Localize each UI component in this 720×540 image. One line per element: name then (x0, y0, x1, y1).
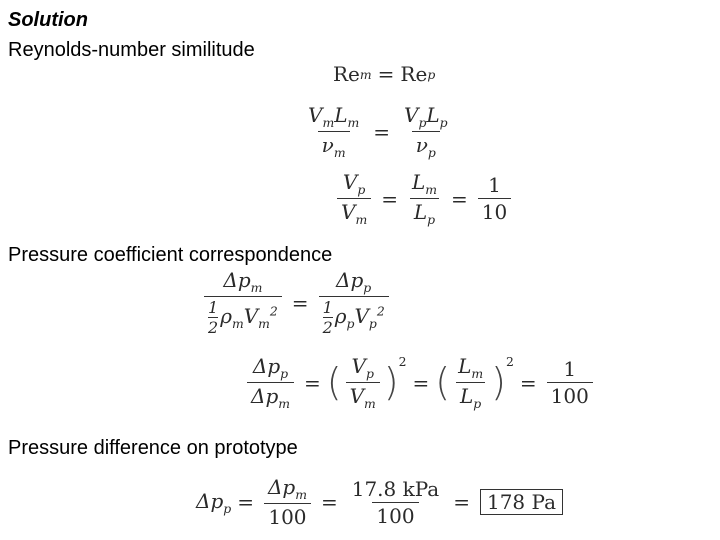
result-box: 178 Pa (480, 489, 563, 515)
slide-title: Solution (8, 9, 88, 31)
section-heading-reynolds: Reynolds-number similitude (8, 39, 255, 61)
divisor-100: 100 (264, 503, 310, 529)
equation-reynolds-equality: Re m = Re p (333, 62, 436, 86)
section-heading-prototype-pressure: Pressure difference on prototype (8, 437, 298, 459)
equation-reynolds-expanded: $\frac{V_mL_m}{\nu_m}$ = $\frac{V_pL_p}{\nu_p}$ (308, 103, 448, 160)
equation-pressure-coefficient: $\Delta p_m$ $\frac{1}{2}$ $\rho_mV_m^2$ = $\Delta p_p$ $\frac{1}{2}$ $\rho_pV_p^2$ (200, 268, 393, 337)
section-heading-pressure-coefficient: Pressure coefficient correspondence (8, 244, 333, 266)
equation-pressure-ratio: $\frac{\Delta p_p}{\Delta p_m}$ = ( $\frac{V_p}{V_m}$ ) $^2$ = ( $\frac{L_m}{L_p}$ ) $^2$ = $\frac{1}{100}$ (243, 354, 597, 411)
model-pressure-value: 17.8 kPa (351, 476, 440, 501)
equation-velocity-ratio: $\frac{V_p}{V_m}$ = $\frac{L_m}{L_p}$ = $\frac{1}{10}$ (333, 170, 515, 227)
pressure-ratio-numerator: 1 (563, 357, 577, 381)
divisor-100-second: 100 (372, 502, 418, 528)
ratio-denominator: 10 (478, 198, 511, 224)
pressure-ratio-denominator: 100 (547, 382, 593, 408)
equation-prototype-pressure: $\Delta p_p$ = $\frac{\Delta p_m}{100}$ = $\frac{\text{17.8 kPa}}{100}$ = 178 Pa (196, 475, 563, 529)
ratio-numerator: 1 (488, 173, 501, 197)
